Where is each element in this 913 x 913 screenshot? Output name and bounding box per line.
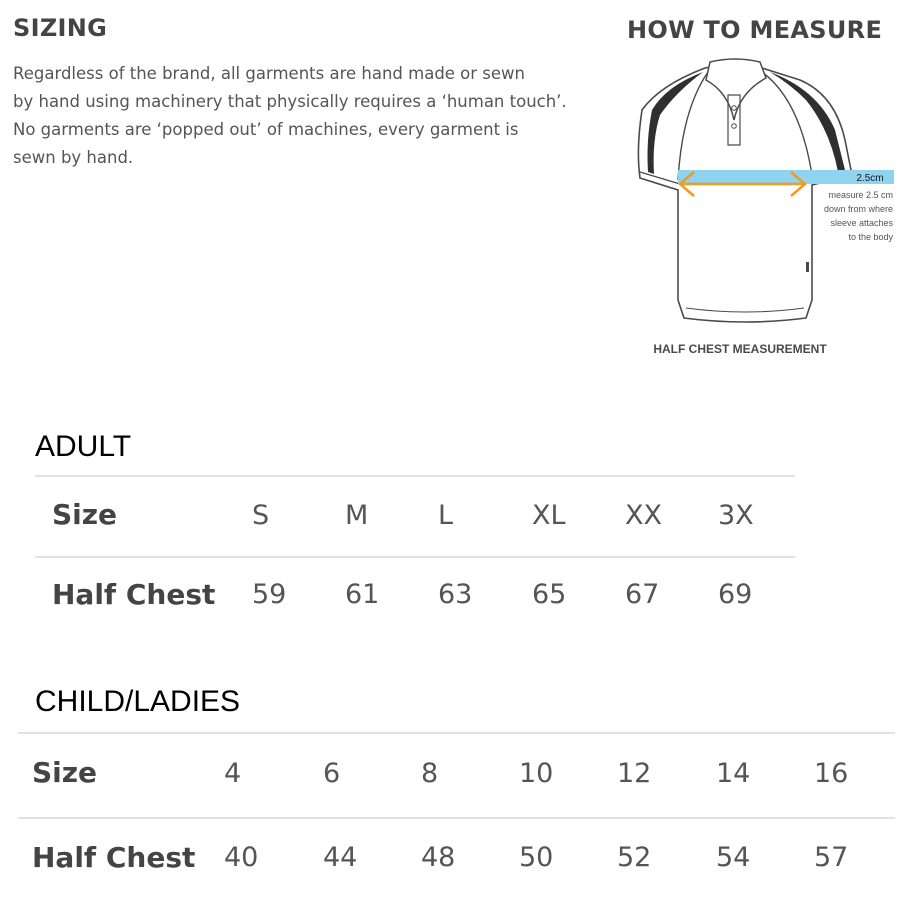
child-chest-cell: 44 xyxy=(323,842,358,873)
adult-chest-cell: 69 xyxy=(718,579,753,610)
adult-half-chest-label: Half Chest xyxy=(52,578,216,611)
child-chest-cell: 40 xyxy=(224,842,259,873)
measure-note-line: to the body xyxy=(848,232,893,242)
description-line: by hand using machinery that physically requires a ‘human touch’. xyxy=(13,92,567,111)
offset-label: 2.5cm xyxy=(856,173,884,184)
adult-size-cell: L xyxy=(438,500,454,531)
child-chest-cell: 52 xyxy=(617,842,652,873)
adult-size-cell: 3X xyxy=(718,500,754,531)
adult-size-cell: M xyxy=(345,500,369,531)
adult-mid-divider xyxy=(35,556,795,558)
adult-size-cell: XL xyxy=(532,500,566,531)
sizing-title: SIZING xyxy=(13,14,108,42)
description-line: sewn by hand. xyxy=(13,148,134,167)
measure-note-line: down from where xyxy=(823,204,893,214)
child-size-cell: 14 xyxy=(716,758,751,789)
child-size-cell: 8 xyxy=(421,758,439,789)
adult-chest-cell: 63 xyxy=(438,579,473,610)
adult-chest-cell: 61 xyxy=(345,579,380,610)
child-ladies-heading: CHILD/LADIES xyxy=(35,685,241,718)
shirt-body xyxy=(638,65,852,322)
adult-top-divider xyxy=(35,475,795,477)
half-chest-caption: HALF CHEST MEASUREMENT xyxy=(653,342,827,356)
child-size-cell: 6 xyxy=(323,758,341,789)
child-size-cell: 10 xyxy=(519,758,554,789)
child-chest-cell: 48 xyxy=(421,842,456,873)
measure-note-line: sleeve attaches xyxy=(830,218,893,228)
description-line: No garments are ‘popped out’ of machines, every garment is xyxy=(13,120,519,139)
adult-chest-cell: 67 xyxy=(625,579,660,610)
polo-shirt-measure-diagram xyxy=(620,52,910,362)
adult-heading: ADULT xyxy=(35,430,132,463)
shirt-side-vent xyxy=(806,262,809,272)
child-chest-cell: 57 xyxy=(814,842,849,873)
sizing-description xyxy=(13,60,623,172)
child-half-chest-label: Half Chest xyxy=(32,841,196,874)
description-line: Regardless of the brand, all garments are hand made or sewn xyxy=(13,64,526,83)
child-chest-cell: 50 xyxy=(519,842,554,873)
child-mid-divider xyxy=(18,817,895,819)
child-size-cell: 16 xyxy=(814,758,849,789)
adult-size-cell: XX xyxy=(625,500,662,531)
measure-note-line: measure 2.5 cm xyxy=(828,190,893,200)
adult-size-label: Size xyxy=(52,498,118,531)
child-chest-cell: 54 xyxy=(716,842,751,873)
adult-chest-cell: 59 xyxy=(252,579,287,610)
child-size-cell: 4 xyxy=(224,758,242,789)
adult-size-cell: S xyxy=(252,500,270,531)
how-to-measure-title: HOW TO MEASURE xyxy=(627,16,883,44)
child-size-cell: 12 xyxy=(617,758,652,789)
child-size-label: Size xyxy=(32,756,98,789)
child-top-divider xyxy=(18,732,895,734)
adult-chest-cell: 65 xyxy=(532,579,567,610)
